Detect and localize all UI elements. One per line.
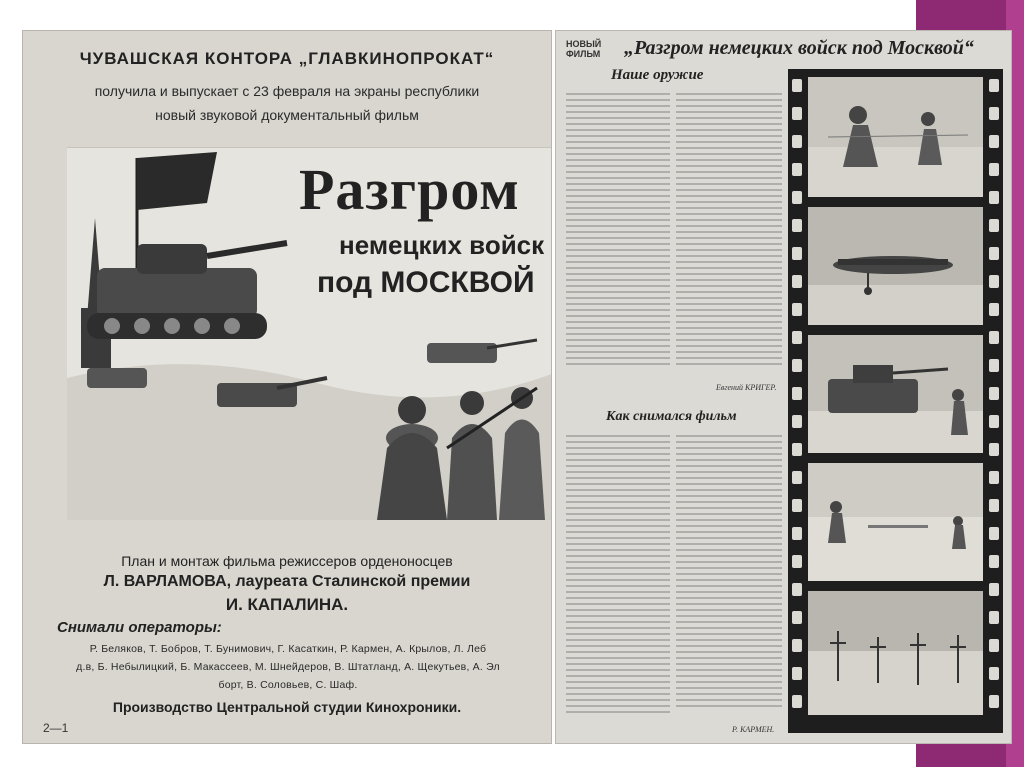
poster-director1: Л. ВАРЛАМОВА, лауреата Сталинской премии [103, 573, 471, 590]
newspaper-headline: „Разгром немецких войск под Москвой“ [624, 37, 974, 59]
article-column [676, 431, 782, 721]
poster-operators-line: Р. Беляков, Т. Бобров, Т. Бунимович, Г. Касаткин, Р. Кармен, А. Крылов, Л. Леб [89, 643, 487, 655]
film-frame-crosses [808, 591, 983, 715]
frame-photo [808, 335, 983, 453]
poster-title-main: Разгром [299, 157, 520, 222]
film-poster [22, 30, 552, 744]
frame-photo [808, 77, 983, 197]
poster-production-line: Производство Центральной студии Кинохроники. [112, 699, 462, 715]
section-title-filming: Как снимался фильм [606, 409, 737, 424]
poster-operators-title: Снимали операторы: [57, 619, 222, 636]
newspaper-clipping [555, 30, 1012, 744]
film-frame-tank [808, 335, 983, 453]
newspaper-tag-line: НОВЫЙ [566, 39, 602, 49]
poster-operators-line: д.в, Б. Небылицкий, Б. Макассеев, М. Шнейдеров, В. Штатланд, А. Щекутьев, А. Эл [76, 661, 500, 673]
article-column [566, 431, 670, 727]
film-sprockets-left [790, 69, 804, 733]
poster-operators-line: борт, В. Соловьев, С. Шаф. [218, 679, 358, 691]
frame-photo [808, 591, 983, 715]
film-sprockets-right [987, 69, 1001, 733]
poster-release-line: получила и выпускает с 23 февраля на экраны республики [94, 83, 480, 99]
newspaper-tag [566, 39, 601, 59]
poster-page-number: 2—1 [43, 721, 69, 735]
poster-illustration [67, 147, 552, 520]
frame-photo [808, 463, 983, 581]
film-frame-aircraft [808, 207, 983, 325]
article-column [676, 89, 782, 381]
film-frame-field [808, 463, 983, 581]
poster-title-line2: немецких войск [339, 230, 545, 260]
poster-header: ЧУВАШСКАЯ КОНТОРА „ГЛАВКИНОПРОКАТ“ [79, 49, 495, 68]
article-signature: Р. КАРМЕН. [732, 725, 775, 734]
film-strip [788, 69, 1003, 733]
article-column [566, 89, 670, 381]
article-signature: Евгений КРИГЕР. [716, 383, 777, 392]
film-frame-soldiers [808, 77, 983, 197]
frame-photo [808, 207, 983, 325]
poster-film-type-line: новый звуковой документальный фильм [155, 107, 419, 123]
section-title-weapons: Наше оружие [611, 67, 704, 83]
poster-director2: И. КАПАЛИНА. [225, 595, 349, 614]
poster-plan-line: План и монтаж фильма режиссеров орденоносцев [121, 553, 453, 569]
newspaper-tag-line: ФИЛЬМ [566, 49, 601, 59]
poster-title-line3: под МОСКВОЙ [317, 266, 535, 299]
